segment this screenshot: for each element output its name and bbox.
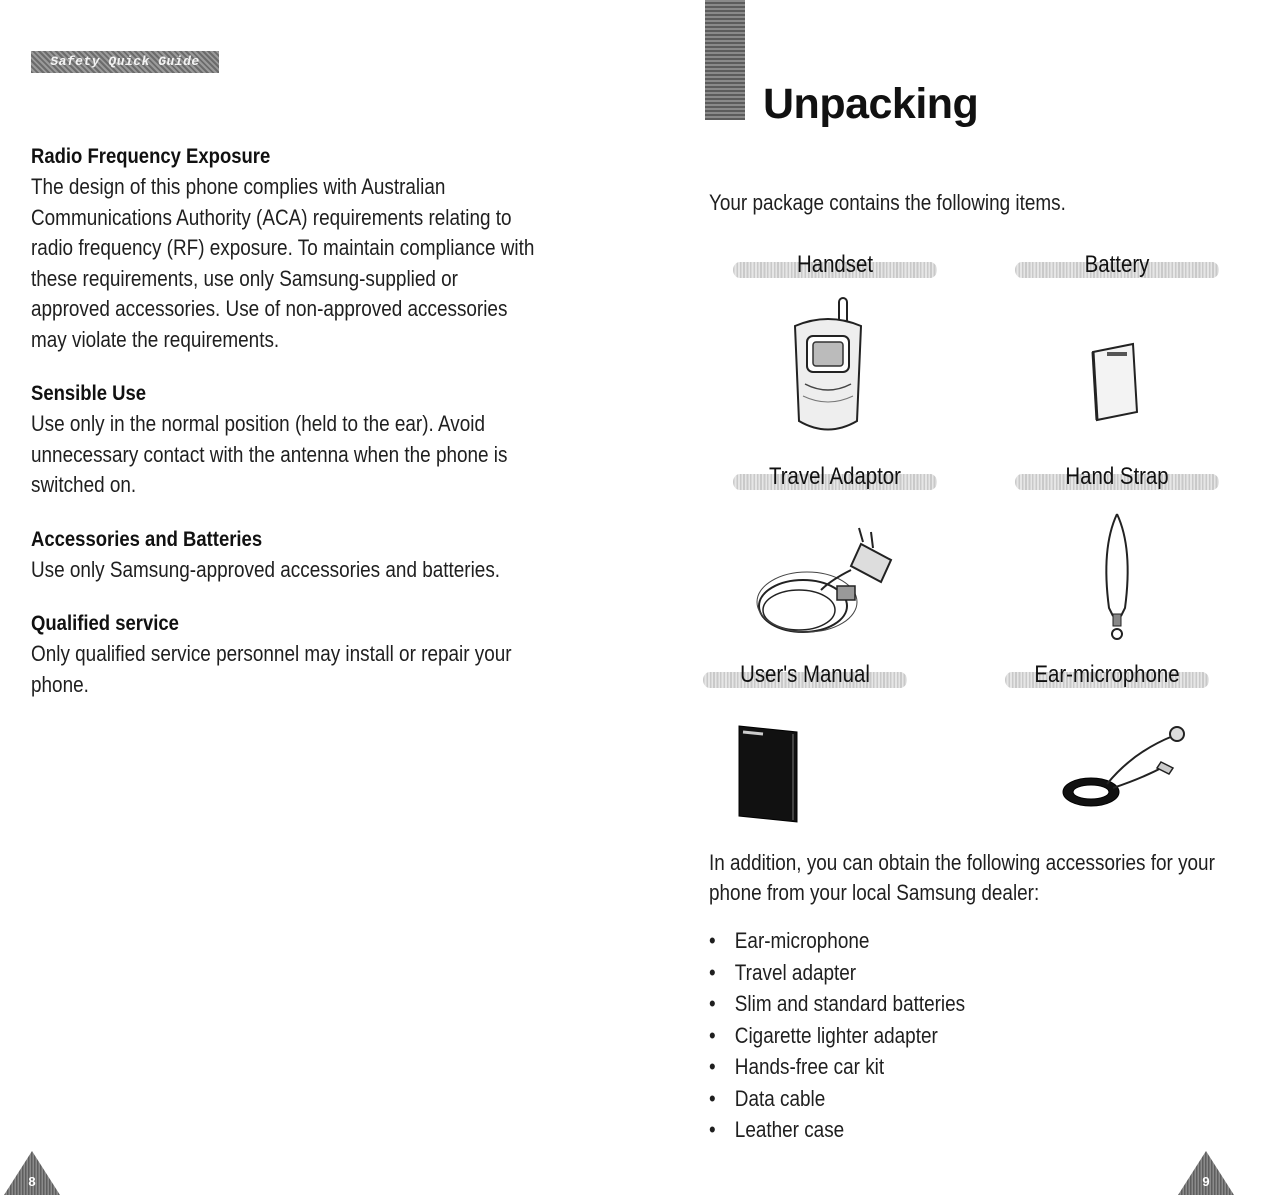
list-item: • Ear-microphone [709, 925, 965, 957]
handset-icon [783, 296, 873, 446]
list-item: • Hands-free car kit [709, 1051, 965, 1083]
section-accessories-batteries [31, 528, 551, 586]
chapter-title: Unpacking [763, 80, 979, 128]
package-item-travel-adaptor [715, 462, 955, 644]
section-heading: Radio Frequency Exposure [31, 145, 271, 168]
item-label: Battery [1015, 250, 1219, 282]
package-item-ear-microphone [987, 660, 1227, 842]
chapter-bar [705, 0, 745, 120]
right-page [635, 0, 1270, 1195]
accessories-list [709, 925, 1007, 1146]
item-label: Ear-microphone [1005, 660, 1209, 692]
section-body: The design of this phone complies with Australian Communications Authority (ACA) requirements relating to radio frequency (RF) exposure. To maintain compliance with these requirements, use only Samsung-supplied or approved accessories. Use of non-approved accessories may violate the requirements. [31, 174, 535, 352]
list-item: • Travel adapter [709, 957, 965, 989]
list-item: • Slim and standard batteries [709, 988, 965, 1020]
section-qualified-service [31, 612, 551, 700]
section-heading: Accessories and Batteries [31, 527, 263, 551]
item-label: User's Manual [703, 660, 907, 692]
safety-sections [31, 145, 551, 727]
page-number: 8 [28, 1174, 36, 1189]
intro-text: Your package contains the following items. [709, 190, 1066, 215]
left-page [0, 0, 635, 1195]
section-body: Only qualified service personnel may install or repair your phone. [31, 641, 512, 697]
section-body: Use only in the normal position (held to the ear). Avoid unnecessary contact with the antenna when the phone is switched on. [31, 411, 508, 497]
list-item: • Cigarette lighter adapter [709, 1020, 965, 1052]
section-heading: Qualified service [31, 612, 179, 635]
travel-adaptor-icon [741, 520, 911, 650]
ear-microphone-icon [1053, 722, 1203, 822]
section-sensible-use [31, 382, 551, 501]
list-item: • Leather case [709, 1114, 965, 1146]
item-label: Hand Strap [1015, 462, 1219, 494]
item-label: Handset [733, 250, 937, 282]
package-item-battery [997, 250, 1237, 432]
hand-strap-icon [1097, 508, 1137, 648]
section-body: Use only Samsung-approved accessories and batteries. [31, 556, 501, 582]
package-item-hand-strap [997, 462, 1237, 644]
page-number: 9 [1202, 1174, 1210, 1189]
additional-accessories-intro: In addition, you can obtain the following accessories for your phone from your local Samsung dealer: [709, 850, 1215, 905]
section-rf-exposure [31, 145, 551, 355]
package-item-handset [715, 250, 955, 432]
users-manual-icon [733, 724, 803, 824]
section-heading: Sensible Use [31, 382, 147, 405]
section-tab: Safety Quick Guide [31, 51, 219, 73]
page-number-marker [4, 1151, 60, 1195]
battery-icon [1085, 338, 1145, 428]
list-item: • Data cable [709, 1083, 965, 1115]
page-number-marker [1178, 1151, 1234, 1195]
package-item-users-manual [685, 660, 925, 842]
item-label: Travel Adaptor [733, 462, 937, 494]
